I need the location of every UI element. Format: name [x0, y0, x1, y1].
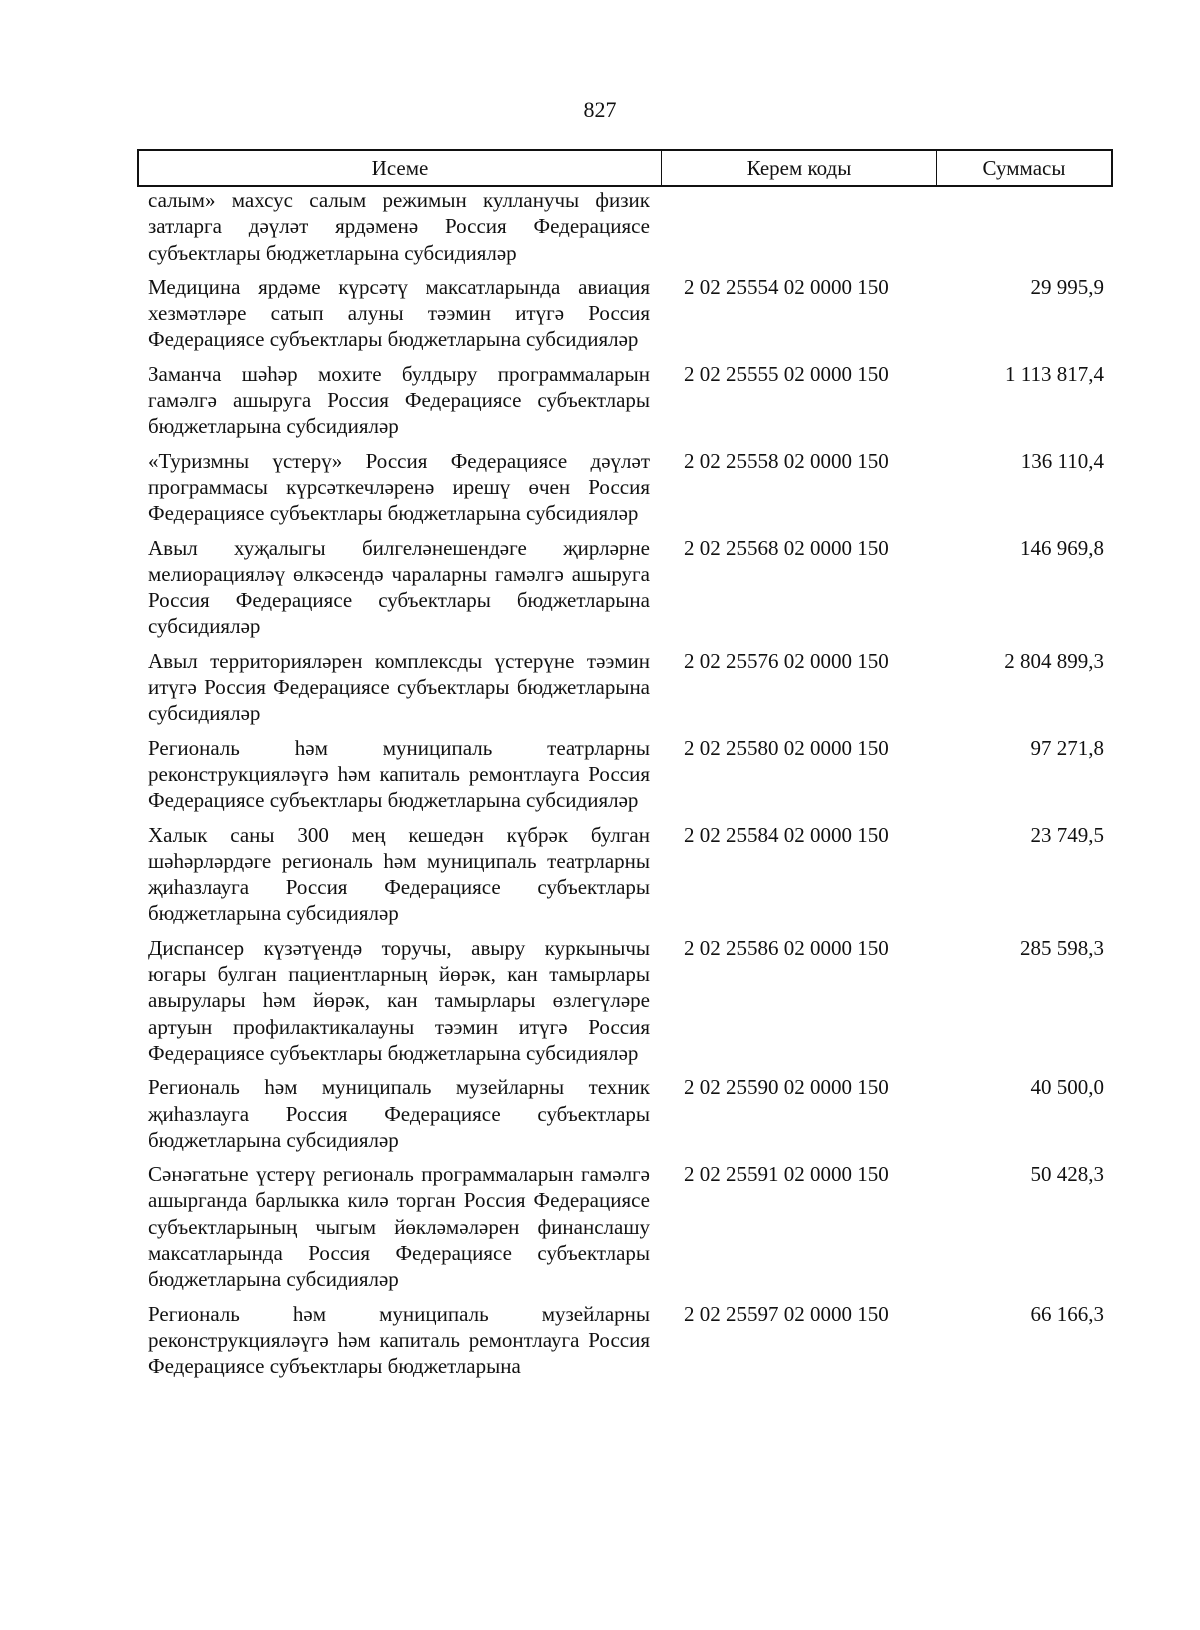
table-body — [148, 187, 1110, 1387]
row-code: 2 02 25568 02 0000 150 — [684, 535, 889, 560]
row-sum: 29 995,9 — [1030, 274, 1104, 299]
table-row — [148, 1301, 1110, 1380]
column-header-name: Исеме — [139, 151, 662, 185]
row-name: Авыл территорияләрен комплексды үстерүне тәэмин итүгә Россия Федерациясе субъектлары бюджетларына субсидияләр — [148, 648, 650, 726]
row-sum: 97 271,8 — [1030, 735, 1104, 760]
row-sum: 50 428,3 — [1030, 1162, 1104, 1187]
row-name: Сәнәгатьне үстерү региональ программаларын гамәлгә ашырганда барлыкка килә торган Россия Федерациясе субъектларының чыгым йөкләмәләрен финанслашу максатларында Россия Федерациясе субъектлары бюджетларына субсидияләр — [148, 1162, 650, 1292]
table-row — [148, 648, 1110, 727]
table-row — [148, 1161, 1110, 1292]
row-name: «Туризмны үстерү» Россия Федерациясе дәүләт программасы күрсәткечләренә ирешү өчен Россия Федерациясе субъектлары бюджетларына субсидияләр — [148, 448, 650, 526]
row-code: 2 02 25591 02 0000 150 — [684, 1162, 889, 1187]
column-header-code: Керем коды — [662, 151, 937, 185]
row-sum: 285 598,3 — [1020, 935, 1104, 960]
row-sum: 146 969,8 — [1020, 535, 1104, 560]
row-sum: 2 804 899,3 — [1004, 648, 1104, 673]
table-header — [137, 149, 1113, 187]
row-code: 2 02 25576 02 0000 150 — [684, 648, 889, 673]
row-sum: 23 749,5 — [1030, 822, 1104, 847]
table-row — [148, 274, 1110, 353]
row-name: Региональ һәм муниципаль музейларны техник җиһазлауга Россия Федерациясе субъектлары бюджетларына субсидияләр — [148, 1075, 650, 1152]
table-row — [148, 1074, 1110, 1153]
table-row — [148, 187, 1110, 266]
row-code: 2 02 25580 02 0000 150 — [684, 735, 889, 760]
row-name: салым» махсус салым режимын кулланучы физик затларга дәүләт ярдәменә Россия Федерациясе субъектлары бюджетларына субсидияләр — [148, 188, 650, 265]
row-code: 2 02 25590 02 0000 150 — [684, 1075, 889, 1100]
row-code: 2 02 25554 02 0000 150 — [684, 274, 889, 299]
row-code: 2 02 25555 02 0000 150 — [684, 361, 889, 386]
row-code: 2 02 25586 02 0000 150 — [684, 935, 889, 960]
row-code: 2 02 25597 02 0000 150 — [684, 1301, 889, 1326]
row-sum: 136 110,4 — [1020, 448, 1104, 473]
table-row — [148, 735, 1110, 814]
table-row — [148, 361, 1110, 440]
page-number: 827 — [583, 97, 617, 122]
row-code: 2 02 25558 02 0000 150 — [684, 448, 889, 473]
row-name: Халык саны 300 мең кешедән күбрәк булган шәһәрләрдәге региональ һәм муниципаль театрларны җиһазлауга Россия Федерациясе субъектлары бюджетларына субсидияләр — [148, 822, 650, 926]
row-name: Региональ һәм муниципаль музейларны реконструкцияләүгә һәм капиталь ремонтлауга Россия Федерациясе субъектлары бюджетларына — [148, 1301, 650, 1379]
row-name: Медицина ярдәме күрсәтү максатларында авиация хезмәтләре сатып алуны тәэмин итүгә Россия Федерациясе субъектлары бюджетларына субсидияләр — [148, 274, 650, 352]
table-row — [148, 822, 1110, 927]
row-name: Авыл хуҗалыгы билгеләнешендәге җирләрне мелиорацияләү өлкәсендә чараларны гамәлгә ашыруга Россия Федерациясе субъектлары бюджетларына субсидияләр — [148, 535, 650, 639]
row-sum: 1 113 817,4 — [1005, 361, 1104, 386]
table-row — [148, 935, 1110, 1066]
row-name: Диспансер күзәтүендә торучы, авыру куркынычы югары булган пациентларның йөрәк, кан тамырлары авырулары һәм йөрәк, кан тамырлары өзлегүләре артуын профилактикалауны тәэмин итүгә Россия Федерациясе субъектлары бюджетларына субсидияләр — [148, 935, 650, 1065]
row-sum: 40 500,0 — [1030, 1075, 1104, 1100]
table-row — [148, 448, 1110, 527]
row-name: Заманча шәһәр мохите булдыру программаларын гамәлгә ашыруга Россия Федерациясе субъектлары бюджетларына субсидияләр — [148, 361, 650, 439]
row-name: Региональ һәм муниципаль театрларны реконструкцияләүгә һәм капиталь ремонтлауга Россия Федерациясе субъектлары бюджетларына субсидияләр — [148, 735, 650, 813]
row-code: 2 02 25584 02 0000 150 — [684, 822, 889, 847]
row-sum: 66 166,3 — [1030, 1301, 1104, 1326]
table-row — [148, 535, 1110, 640]
column-header-sum: Суммасы — [982, 155, 1066, 180]
